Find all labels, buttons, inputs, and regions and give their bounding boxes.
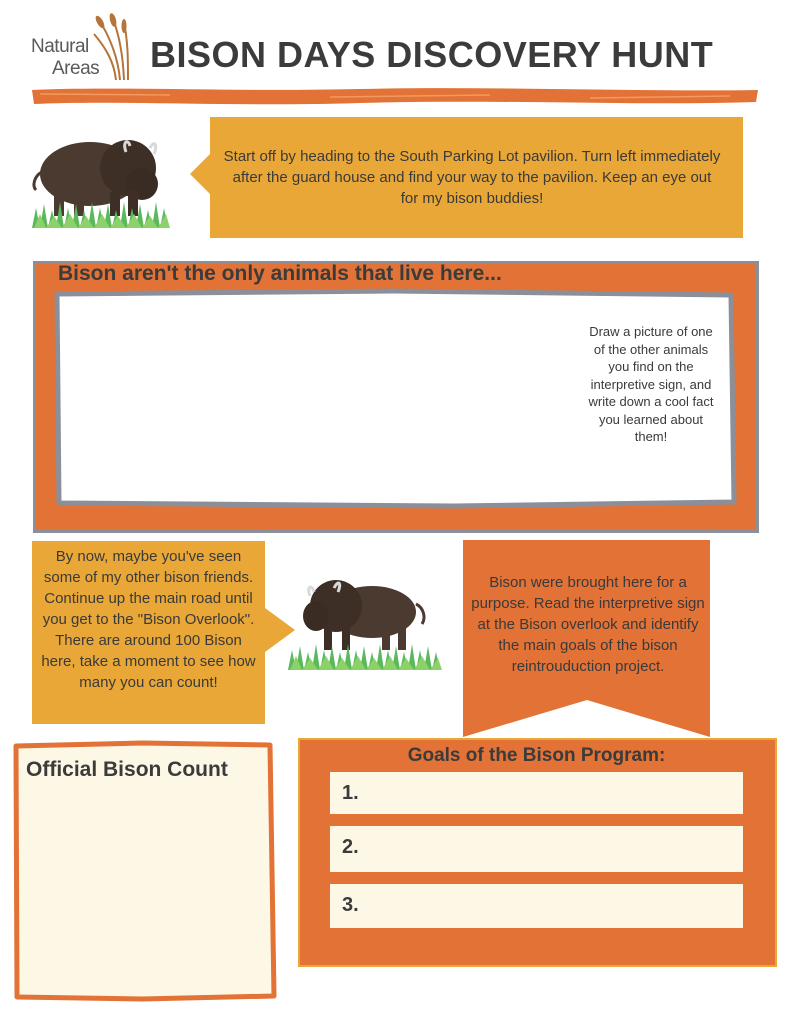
bison-illustration: [30, 118, 175, 230]
goal-number: 2.: [342, 836, 359, 858]
bison-illustration: [286, 574, 444, 672]
goal-number: 3.: [342, 894, 359, 916]
natural-areas-logo: [28, 12, 136, 86]
goal-input-3[interactable]: [330, 884, 743, 928]
overlook-text: By now, maybe you've seen some of my other bison friends. Continue up the main road until you get to the "Bison Overlook". There are around 100 Bison here, take a moment to see how many you can count!: [41, 548, 256, 691]
bison-count-title: Official Bison Count: [26, 758, 228, 781]
speech-pointer: [190, 152, 212, 196]
goals-title: Goals of the Bison Program:: [407, 745, 666, 766]
goal-input-2[interactable]: [330, 826, 743, 872]
logo-line-2: Areas: [52, 58, 100, 79]
logo-line-1: Natural: [31, 36, 89, 57]
brush-stroke-divider: [30, 82, 760, 110]
page-title: BISON DAYS DISCOVERY HUNT: [150, 34, 714, 75]
goal-input-1[interactable]: [330, 772, 743, 814]
draw-section-heading: Bison aren't the only animals that live here...: [58, 262, 502, 285]
intro-text: Start off by heading to the South Parking Lot pavilion. Turn left immediately after the guard house and find your way to the pavilion. Keep an eye out for my bison buddies!: [223, 148, 721, 207]
draw-instructions: Draw a picture of one of the other animals you find on the interpretive sign, and write down a cool fact you learned about them!: [588, 324, 714, 444]
purpose-text: Bison were brought here for a purpose. Read the interpretive sign at the Bison overlook and identify the main goals of the bison reintrouduction project.: [471, 574, 705, 675]
goal-number: 1.: [342, 782, 359, 804]
